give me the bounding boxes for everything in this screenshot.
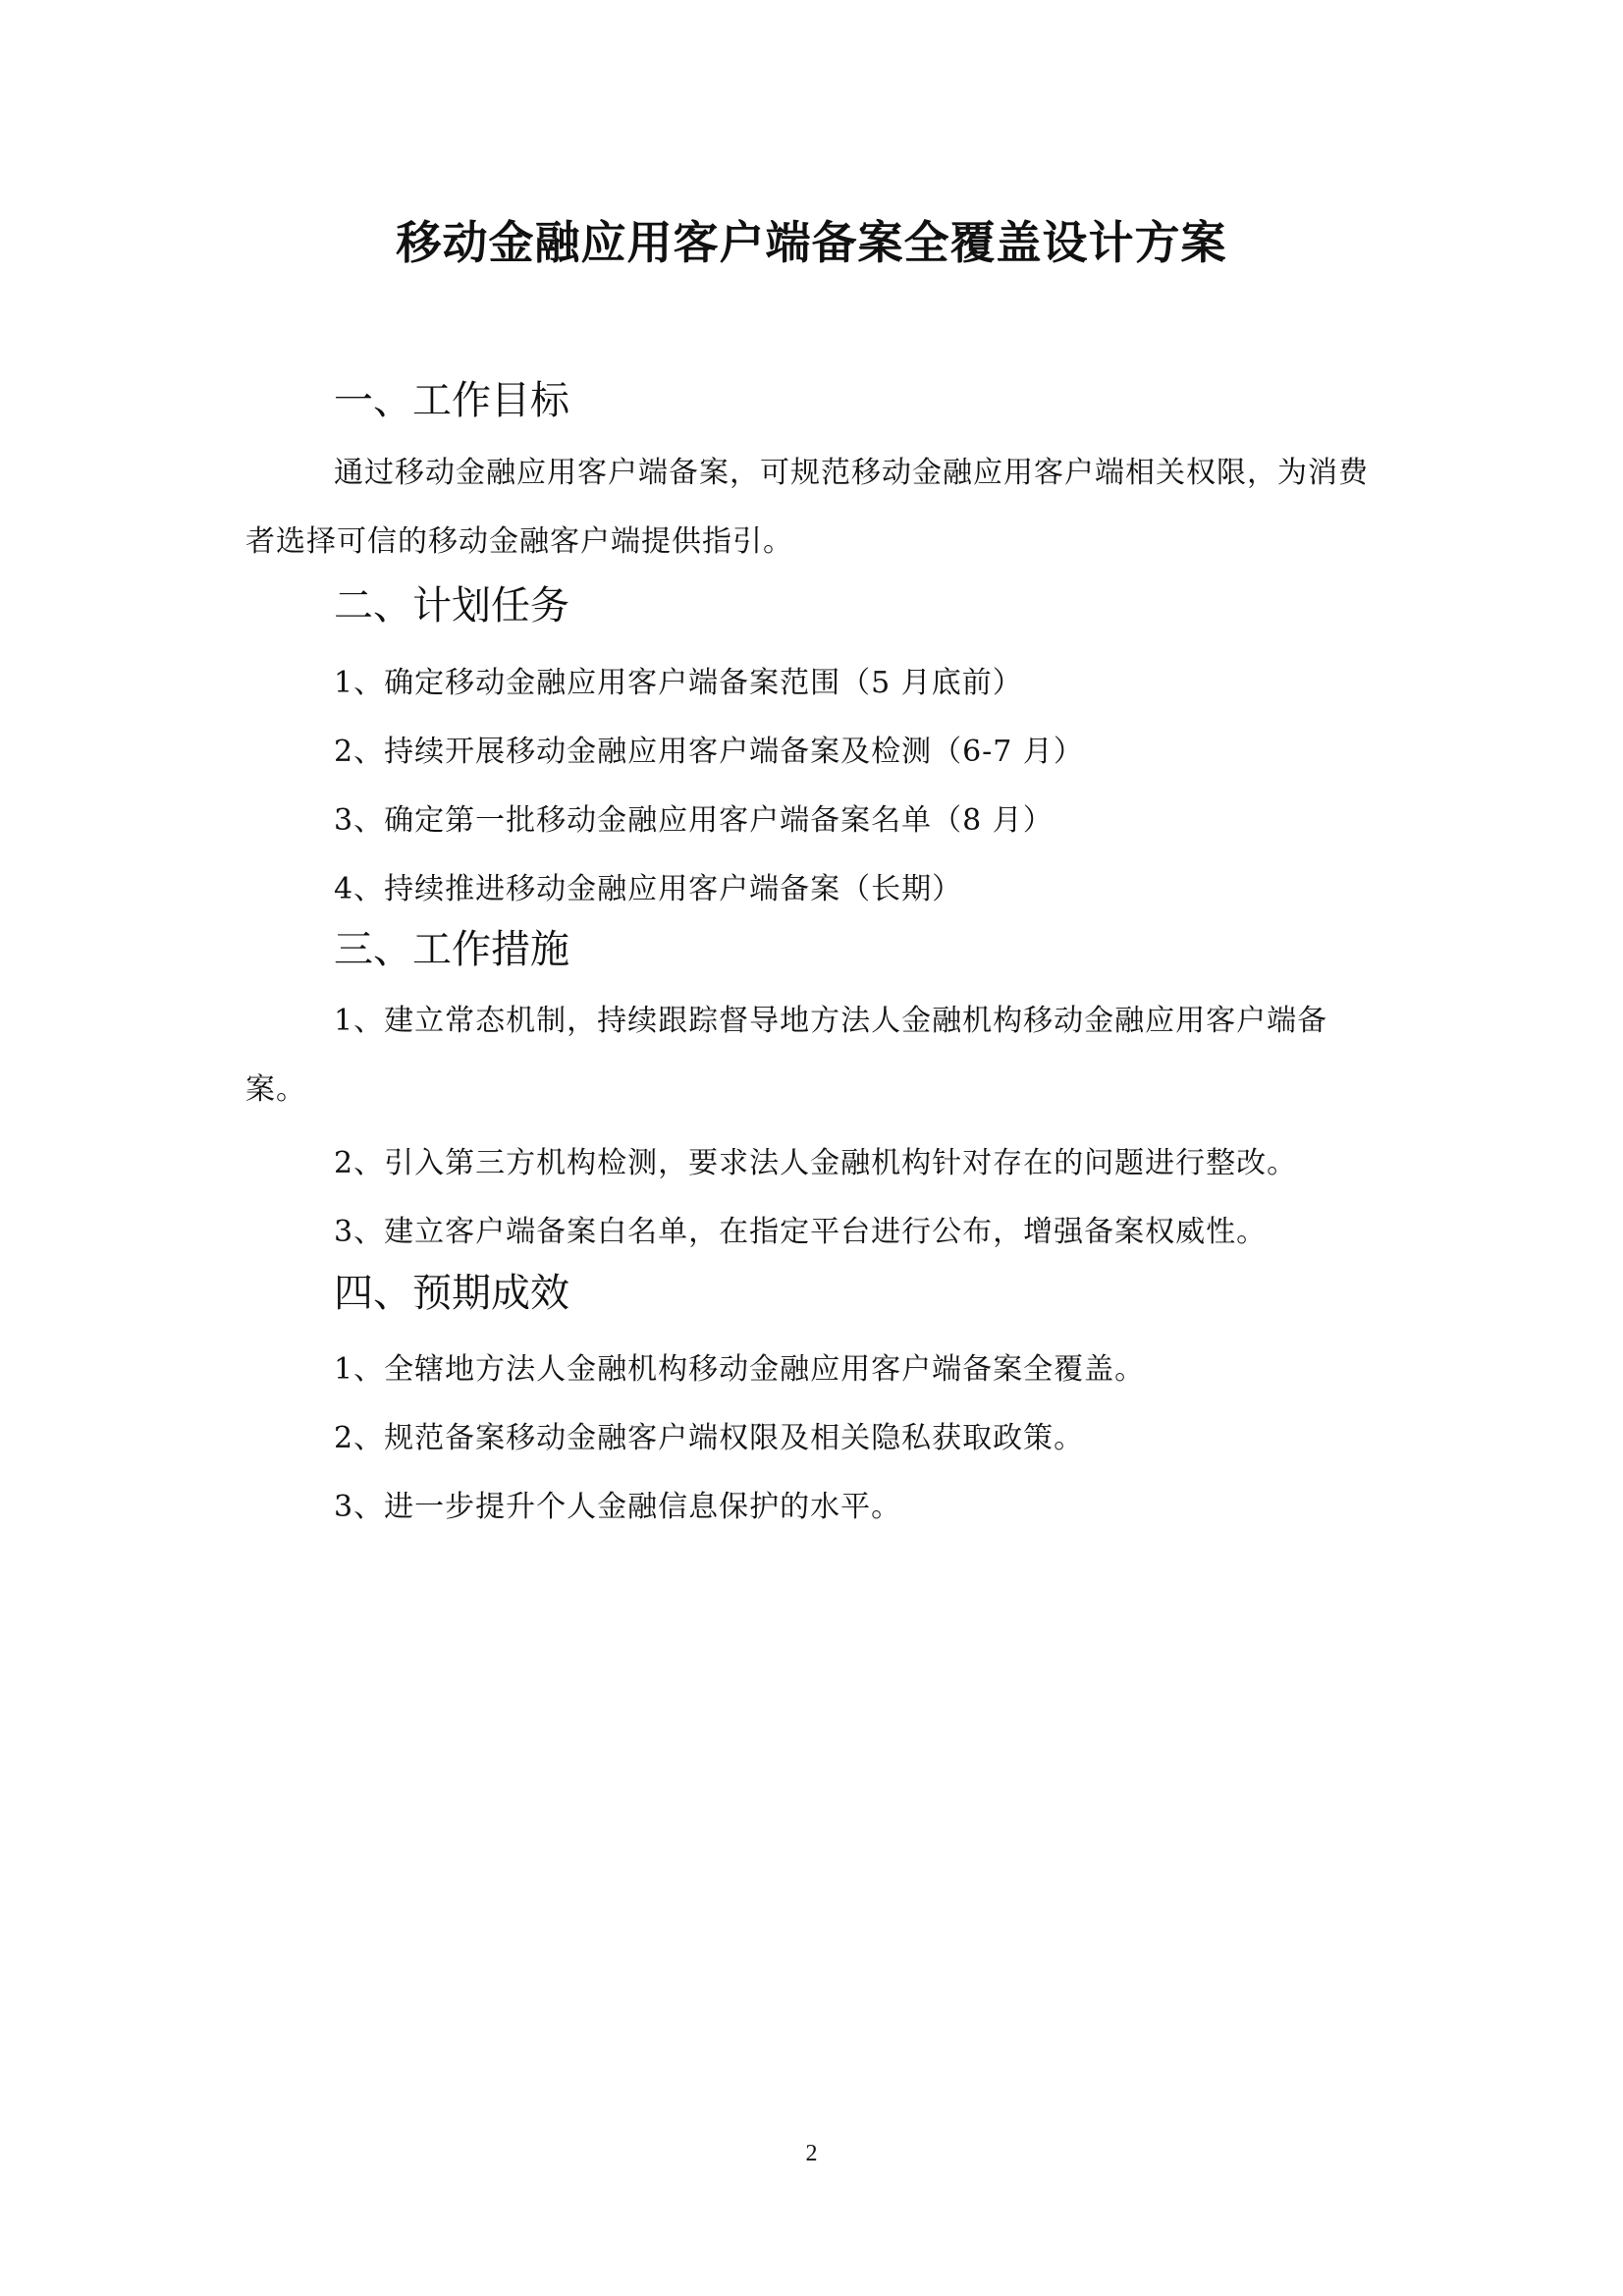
measure-item-1: 1、建立常态机制，持续跟踪督导地方法人金融机构移动金融应用客户端备案。 xyxy=(245,1004,1328,1107)
section-heading-tasks: 二、计划任务 xyxy=(334,583,569,629)
outcome-item-1: 1、全辖地方法人金融机构移动金融应用客户端备案全覆盖。 xyxy=(334,1352,1146,1387)
outcome-item-2: 2、规范备案移动金融客户端权限及相关隐私获取政策。 xyxy=(334,1421,1085,1455)
section-heading-measures: 三、工作措施 xyxy=(334,927,569,972)
section-heading-outcomes: 四、预期成效 xyxy=(334,1271,569,1316)
page-number: 2 xyxy=(805,2141,818,2166)
task-item-4: 4、持续推进移动金融应用客户端备案（长期） xyxy=(334,872,963,906)
task-item-2: 2、持续开展移动金融应用客户端备案及检测（6-7 月） xyxy=(334,735,1084,769)
task-item-1: 1、确定移动金融应用客户端备案范围（5 月底前） xyxy=(334,666,1023,700)
measure-item-3: 3、建立客户端备案白名单，在指定平台进行公布，增强备案权威性。 xyxy=(334,1215,1268,1249)
measure-item-2: 2、引入第三方机构检测，要求法人金融机构针对存在的问题进行整改。 xyxy=(334,1146,1298,1180)
section-heading-goals: 一、工作目标 xyxy=(334,378,569,423)
document-title: 移动金融应用客户端备案全覆盖设计方案 xyxy=(396,216,1227,269)
outcome-item-3: 3、进一步提升个人金融信息保护的水平。 xyxy=(334,1490,902,1524)
task-item-3: 3、确定第一批移动金融应用客户端备案名单（8 月） xyxy=(334,803,1054,838)
section-goals-paragraph: 通过移动金融应用客户端备案，可规范移动金融应用客户端相关权限，为消费者选择可信的移动金融客户端提供指引。 xyxy=(245,456,1369,559)
